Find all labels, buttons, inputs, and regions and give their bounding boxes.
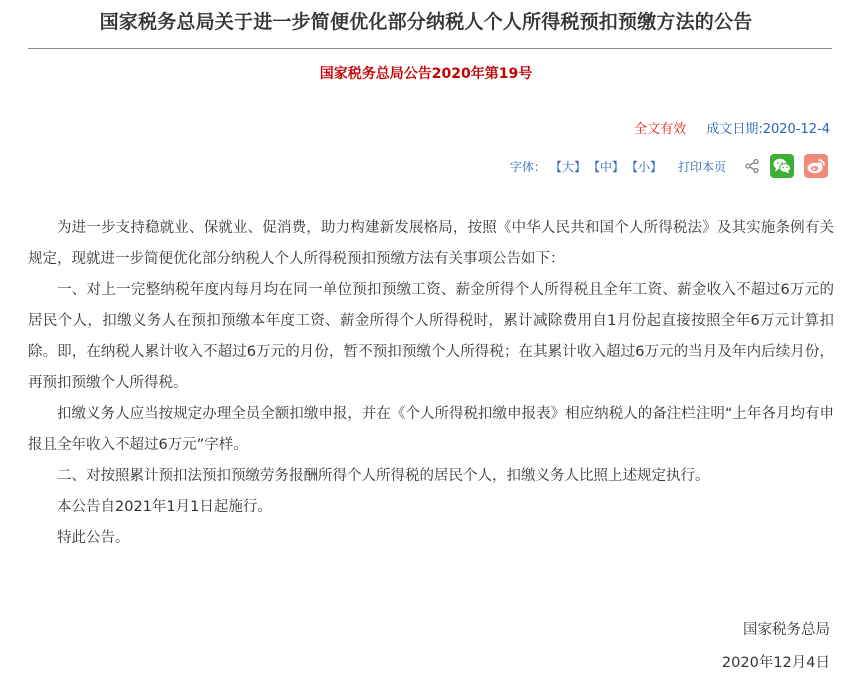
weibo-icon[interactable] xyxy=(804,154,828,178)
document-meta xyxy=(634,121,830,139)
issuer-name: 国家税务总局 xyxy=(743,622,830,638)
date-label: 成文日期: xyxy=(706,122,763,137)
font-size-large-link[interactable]: 【大】 xyxy=(549,159,586,174)
body-paragraph: 二、对按照累计预扣法预扣预缴劳务报酬所得个人所得税的居民个人，扣缴义务人比照上述规定执行。 xyxy=(57,468,710,484)
document-number: 国家税务总局公告2020年第19号 xyxy=(319,66,533,82)
print-page-link[interactable]: 打印本页 xyxy=(677,159,726,174)
page-title: 国家税务总局关于进一步简便优化部分纳税人个人所得税预扣预缴方法的公告 xyxy=(99,11,753,33)
share-icon[interactable] xyxy=(744,158,760,174)
announcement-body xyxy=(28,213,834,554)
signature-block xyxy=(722,614,830,680)
body-paragraph: 为进一步支持稳就业、保就业、促消费，助力构建新发展格局，按照《中华人民共和国个人所得税法》及其实施条例有关规定，现就进一步简便优化部分纳税人个人所得税预扣预缴方法有关事项公告如下： xyxy=(28,220,834,267)
body-paragraph: 特此公告。 xyxy=(57,530,130,546)
date-value: 2020-12-4 xyxy=(762,122,830,137)
validity-status: 全文有效 xyxy=(634,122,687,137)
body-paragraph: 本公告自2021年1月1日起施行。 xyxy=(57,499,272,515)
wechat-icon[interactable] xyxy=(770,154,794,178)
page-tools xyxy=(510,153,828,179)
font-size-small-link[interactable]: 【小】 xyxy=(625,159,662,174)
font-size-medium-link[interactable]: 【中】 xyxy=(587,159,624,174)
body-paragraph: 扣缴义务人应当按规定办理全员全额扣缴申报，并在《个人所得税扣缴申报表》相应纳税人的备注栏注明“上年各月均有申报且全年收入不超过6万元”字样。 xyxy=(28,406,834,453)
body-paragraph: 一、对上一完整纳税年度内每月均在同一单位预扣预缴工资、薪金所得个人所得税且全年工资、薪金收入不超过6万元的居民个人，扣缴义务人在预扣预缴本年度工资、薪金所得个人所得税时，累计减除费用自1月份起直接按照全年6万元计算扣除。即，在纳税人累计收入不超过6万元的月份，暂不预扣预缴个人所得税；在其累计收入超过6万元的当月及年内后续月份，再预扣预缴个人所得税。 xyxy=(28,282,834,391)
font-size-label: 字体： xyxy=(509,159,546,174)
title-divider xyxy=(28,48,832,49)
issue-date: 2020年12月4日 xyxy=(721,655,830,671)
